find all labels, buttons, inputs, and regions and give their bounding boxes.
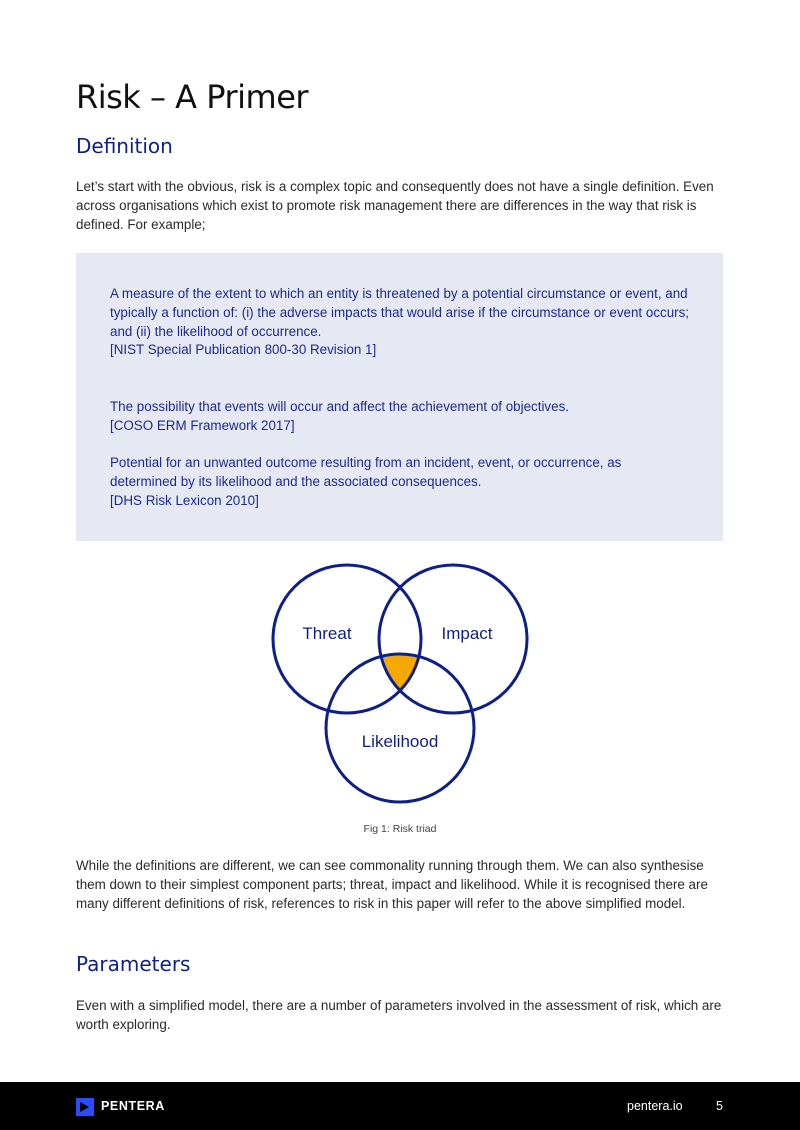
threat-label: Threat: [302, 624, 352, 643]
brand-name: PENTERA: [101, 1099, 165, 1113]
quote-nist-text: A measure of the extent to which an entity is threatened by a potential circumstance or event, and typically a function of: (i) the adverse impacts that would arise if the circumstance or event occurs; and (ii) the likelihood of occurrence.: [110, 286, 690, 339]
impact-label: Impact: [441, 624, 493, 643]
quote-nist-source: [NIST Special Publication 800-30 Revision 1]: [110, 342, 377, 358]
section-heading-parameters: Parameters: [76, 952, 191, 976]
quote-dhs-source: [DHS Risk Lexicon 2010]: [110, 492, 259, 508]
quote-dhs-text: Potential for an unwanted outcome resulting from an incident, event, or occurrence, as determined by its likelihood and the associated consequences.: [110, 455, 622, 489]
likelihood-label: Likelihood: [361, 732, 439, 751]
quote-nist: [110, 285, 690, 360]
page-number: 5: [716, 1099, 723, 1113]
pentera-logo-icon: [76, 1098, 94, 1116]
intro-paragraph: Let’s start with the obvious, risk is a complex topic and consequently does not have a single definition. Even across organisations which exist to promote risk management there are differences in the way that risk is defined. For example;: [76, 179, 714, 232]
quote-dhs: [110, 454, 690, 510]
figure-caption: Fig 1: Risk triad: [363, 823, 437, 835]
quote-coso-text: The possibility that events will occur and affect the achievement of objectives.: [110, 399, 569, 414]
footer-bar: [0, 1082, 800, 1130]
quote-coso-source: [COSO ERM Framework 2017]: [110, 417, 295, 433]
commonality-paragraph: While the definitions are different, we can see commonality running through them. We can also synthesise them down to their simplest component parts; threat, impact and likelihood. While it is recognised there are many different definitions of risk, references to risk in this paper will refer to the above simplified model.: [76, 858, 708, 911]
parameters-paragraph: Even with a simplified model, there are a number of parameters involved in the assessment of risk, which are worth exploring.: [76, 998, 722, 1032]
page-title: Risk – A Primer: [76, 78, 309, 116]
definitions-quote-box: [76, 253, 723, 541]
quote-coso: [110, 398, 690, 436]
risk-triad-venn-diagram: [260, 558, 540, 808]
footer-url: pentera.io: [627, 1099, 683, 1113]
section-heading-definition: Definition: [76, 134, 173, 158]
